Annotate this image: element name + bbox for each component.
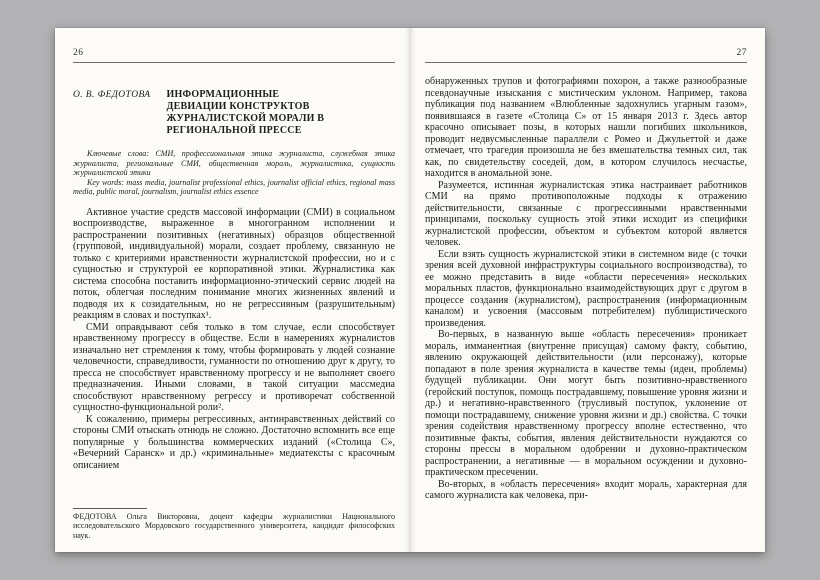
keywords-english: Key words: mass media, journalist professional ethics, journalist official ethics, regional mass media, public moral, journalism, journalist ethics essence [73,177,395,197]
page-right [410,28,765,552]
footnote-rule [73,508,147,509]
header-rule-left [73,62,395,63]
body-text-right [425,76,747,502]
paragraph: Разумеется, истинная журналистская этика настраивает работников СМИ на прямо противоположные подходы к отражению действительности, связанные с прогрессивными нравственными принципами, поскольку сущность этой этики исходит из специфики журналистской профессии, объектом и субъектом которой является человек. [425,179,747,248]
author-footnote: ФЕДОТОВА Ольга Викторовна, доцент кафедры журналистики Национального исследовательского Мордовского государственного университета, кандидат философских наук. [73,511,395,540]
article-title: ИНФОРМАЦИОННЫЕ ДЕВИАЦИИ КОНСТРУКТОВ ЖУРНАЛИСТСКОЙ МОРАЛИ В РЕГИОНАЛЬНОЙ ПРЕССЕ [166,89,325,136]
article-author: О. В. ФЕДОТОВА [73,90,151,100]
book-spread [55,28,765,552]
paragraph: Во-вторых, в «область пересечения» входит мораль, характерная для самого журналиста как человека, при- [425,478,747,501]
page-header-left [73,42,395,63]
page-number-right: 27 [736,48,747,58]
header-rule-right [425,62,747,63]
paragraph: Если взять сущность журналистской этики в системном виде (с точки зрения всей духовной инфраструктуры социального воспроизводства), то ее можно представить в виде «области пересечения» нескольких моральных пластов, функционально взаимодействующих друг с другом в процессе создания (журналистом), распространения (информационным каналом) и усвоения (массовым потребителем) публицистического произведения. [425,248,747,329]
keywords-russian: Ключевые слова: СМИ, профессиональная этика журналиста, служебная этика журналиста, региональные СМИ, общественная мораль, журналистика, сущность журналистской этики [73,149,395,178]
paragraph: Активное участие средств массовой информации (СМИ) в социальном воспроизводстве, выраженное в многогранном исполнении и распространении позитивных (негативных) образцов общественной (групповой, индивидуальной) морали, создает проблему, связанную не только с критериями нравственности журналистской профессии, но и с сущностью и структурой ее корпоративной этики. Журналистика как система способна поставить информационно-этический сервис людей на поток, облегчая последним понимание многих жизненных явлений и подводя их к созидательным, но не регрессивным (разрушительным) реакциям в словах и поступках¹. [73,206,395,322]
paragraph: обнаруженных трупов и фотографиями похорон, а также разнообразные псевдонаучные изыскания с мистическим уклоном. Например, такова публикация под названием «Влюбленные задохнулись угарным газом», появившаяся в газете «Столица С» от 15 января 2013 г. Здесь автор красочно описывает позы, в которых нашли погибших школьников, проводит недвусмысленные параллели с Ромео и Джульеттой и даже отмечает, что трагедия произошла не без вмешательства темных сил, так как, по свидетельству соседей, дом, в котором случилось несчастье, находится в аномальной зоне. [425,76,747,179]
paragraph: СМИ оправдывают себя только в том случае, если способствует нравственному прогрессу в обществе. Если в намерениях журналистов изначально нет стремления к тому, чтобы формировать у людей сознание человечности, справедливости, гуманности по отношению друг к другу, то пресса не способствует нравственному прогрессу и не выполняет своего предназначения. Иными словами, в такой ситуации массмедиа способствуют нравственному регрессу и противоречат собственной сущностно-функциональной роли². [73,321,395,414]
page-number-left: 26 [73,48,84,58]
footnote-block [73,508,395,541]
paragraph: К сожалению, примеры регрессивных, антинравственных действий со стороны СМИ отыскать отнюдь не сложно. Достаточно вспомнить все еще популярные у большинства коммерческих изданий («Столица С», «Вечерний Саранск» и др.) «криминальные» медиатексты с красочным описанием [73,413,395,471]
page-header-right [425,42,747,63]
article-heading [73,89,395,137]
paragraph: Во-первых, в названную выше «область пересечения» проникает мораль, имманентная (внутренне присущая) самому факту, событию, явлению окружающей действительности (или персонажу), которые попадают в поле зрения журналиста в качестве темы (идеи, проблемы) будущей публикации. Они могут быть позитивно-нравственного (геройский поступок, помощь пострадавшему, повышение уровня жизни и др.) и негативно-нравственного (трусливый поступок, уклонение от помощи пострадавшему, снижение уровня жизни и др.) свойства. С точки зрения содействия нравственному прогрессу вполне естественно, что позитивные факты, события, явления действительности нуждаются со стороны прессы в моральном одобрении и духовно-практическом распространении, а негативные — в моральном осуждении и духовно-практическом пресечении. [425,329,747,478]
body-text-left [73,207,395,472]
page-left [55,28,410,552]
